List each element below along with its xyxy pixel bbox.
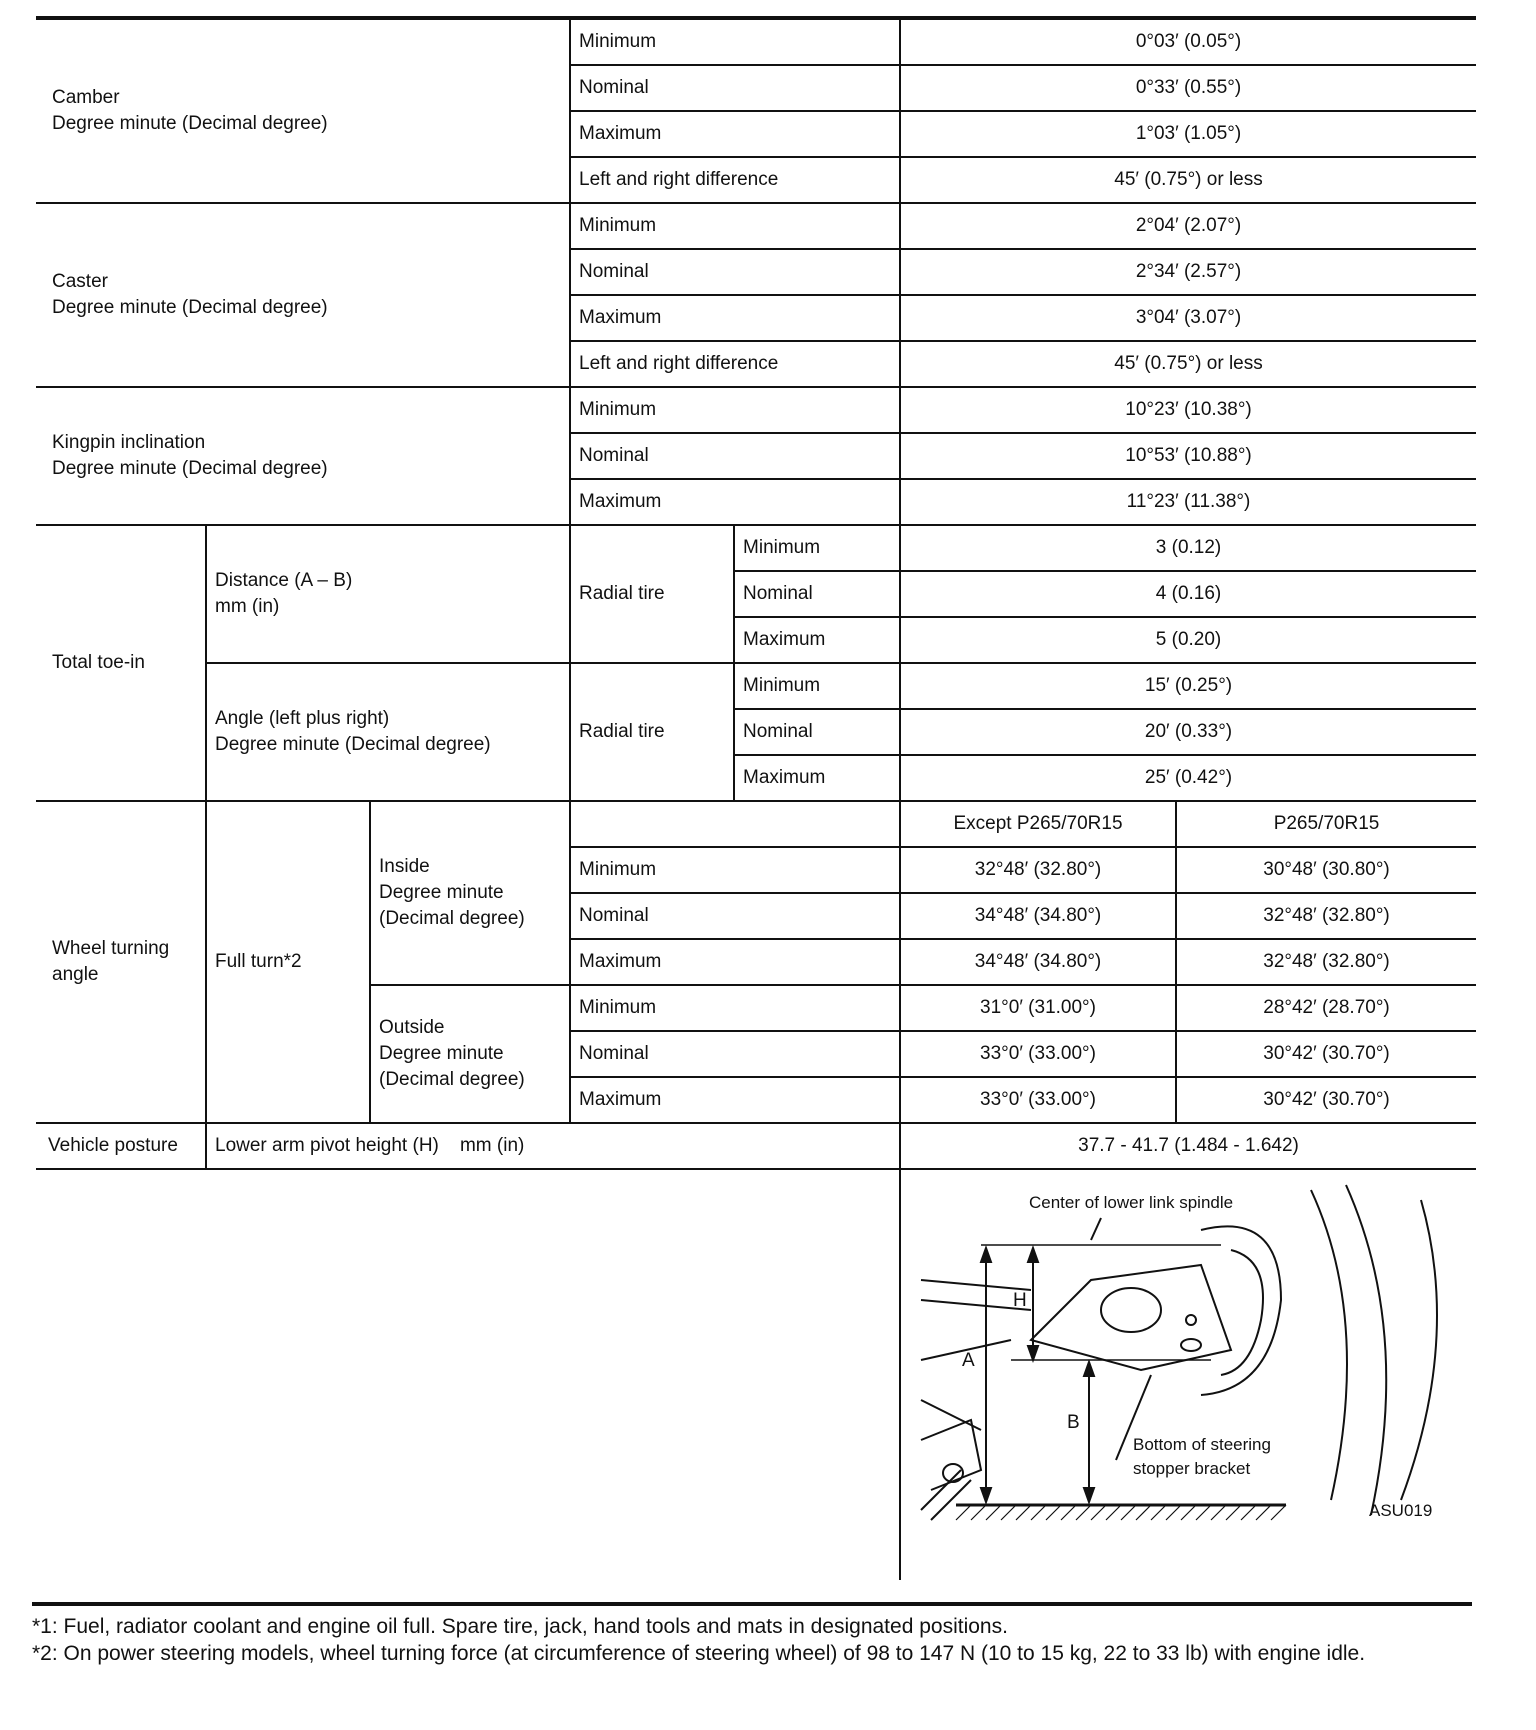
- toe-in-row: [36, 663, 1476, 709]
- kingpin-nominal-value: 10°53′ (10.88°): [900, 433, 1476, 479]
- caster-label: Caster Degree minute (Decimal degree): [36, 203, 570, 387]
- tire-arc-mid: [1346, 1185, 1386, 1515]
- toe-angle-nominal-value: 20′ (0.33°): [900, 709, 1476, 755]
- caster-row: [36, 203, 1476, 249]
- suspension-figure-cell: [900, 1169, 1476, 1580]
- camber-min-value: 0°03′ (0.05°): [900, 18, 1476, 65]
- toe-angle-label: Angle (left plus right) Degree minute (Decimal degree): [206, 663, 570, 801]
- toe-distance-max-value: 5 (0.20): [900, 617, 1476, 663]
- inside-max-label: Maximum: [570, 939, 900, 985]
- camber-nominal-value: 0°33′ (0.55°): [900, 65, 1476, 111]
- toe-angle-min-value: 15′ (0.25°): [900, 663, 1476, 709]
- toe-in-row: [36, 525, 1476, 571]
- figure-row: [36, 1169, 1476, 1580]
- outside-max-value-2: 30°42′ (30.70°): [1176, 1077, 1476, 1123]
- full-turn-label: Full turn*2: [206, 801, 370, 1123]
- inside-min-value-1: 32°48′ (32.80°): [900, 847, 1176, 893]
- toe-angle-max-label: Maximum: [734, 755, 900, 801]
- outside-min-value-2: 28°42′ (28.70°): [1176, 985, 1476, 1031]
- wheel-header-blank: [570, 801, 900, 847]
- ground-hatching: [956, 1505, 1286, 1520]
- camber-min-label: Minimum: [570, 18, 900, 65]
- inside-nominal-label: Nominal: [570, 893, 900, 939]
- camber-diff-label: Left and right difference: [570, 157, 900, 203]
- toe-angle-nominal-label: Nominal: [734, 709, 900, 755]
- kingpin-min-label: Minimum: [570, 387, 900, 433]
- col-header-p265: P265/70R15: [1176, 801, 1476, 847]
- kingpin-nominal-label: Nominal: [570, 433, 900, 479]
- spindle-leader: [1091, 1218, 1101, 1240]
- wheel-turning-label: Wheel turning angle: [36, 801, 206, 1123]
- kingpin-min-value: 10°23′ (10.38°): [900, 387, 1476, 433]
- inside-nominal-value-1: 34°48′ (34.80°): [900, 893, 1176, 939]
- toe-distance-tire: Radial tire: [570, 525, 734, 663]
- caster-nominal-label: Nominal: [570, 249, 900, 295]
- caster-diff-value: 45′ (0.75°) or less: [900, 341, 1476, 387]
- caption-center-lower-link-spindle: Center of lower link spindle: [1029, 1193, 1234, 1212]
- vehicle-posture-row: [36, 1123, 1476, 1169]
- caption-bottom-steering-2: stopper bracket: [1133, 1459, 1251, 1478]
- outside-max-value-1: 33°0′ (33.00°): [900, 1077, 1176, 1123]
- inside-min-value-2: 30°48′ (30.80°): [1176, 847, 1476, 893]
- inside-max-value-2: 32°48′ (32.80°): [1176, 939, 1476, 985]
- toe-distance-nominal-value: 4 (0.16): [900, 571, 1476, 617]
- figure-code: ASU019: [1369, 1501, 1433, 1520]
- tire-arc-inner: [1311, 1190, 1347, 1500]
- col-header-except: Except P265/70R15: [900, 801, 1176, 847]
- footnotes: [32, 1602, 1472, 1668]
- toe-distance-min-label: Minimum: [734, 525, 900, 571]
- pivot-height-value: 37.7 - 41.7 (1.484 - 1.642): [900, 1123, 1476, 1169]
- vehicle-posture-label: Vehicle posture: [36, 1123, 206, 1169]
- kingpin-row: [36, 387, 1476, 433]
- toe-in-label: Total toe-in: [36, 525, 206, 801]
- toe-distance-label: Distance (A – B) mm (in): [206, 525, 570, 663]
- kingpin-label: Kingpin inclination Degree minute (Decimal degree): [36, 387, 570, 525]
- tire-arc-outer: [1401, 1200, 1437, 1500]
- camber-max-label: Maximum: [570, 111, 900, 157]
- caster-nominal-value: 2°34′ (2.57°): [900, 249, 1476, 295]
- toe-angle-min-label: Minimum: [734, 663, 900, 709]
- outside-nominal-value-1: 33°0′ (33.00°): [900, 1031, 1176, 1077]
- camber-nominal-label: Nominal: [570, 65, 900, 111]
- caption-bottom-steering-1: Bottom of steering: [1133, 1435, 1271, 1454]
- outside-nominal-value-2: 30°42′ (30.70°): [1176, 1031, 1476, 1077]
- outside-max-label: Maximum: [570, 1077, 900, 1123]
- caster-max-value: 3°04′ (3.07°): [900, 295, 1476, 341]
- outside-min-label: Minimum: [570, 985, 900, 1031]
- label-h: H: [1013, 1290, 1027, 1311]
- label-a: A: [962, 1350, 975, 1371]
- toe-angle-max-value: 25′ (0.42°): [900, 755, 1476, 801]
- footnote-2: *2: On power steering models, wheel turning force (at circumference of steering wheel) of 98 to 147 N (10 to 15 kg, 22 to 33 lb) with engine idle.: [32, 1642, 1366, 1665]
- label-b: B: [1067, 1412, 1080, 1433]
- outside-label: Outside Degree minute (Decimal degree): [370, 985, 570, 1123]
- pivot-height-label: Lower arm pivot height (H) mm (in): [206, 1123, 900, 1169]
- caster-diff-label: Left and right difference: [570, 341, 900, 387]
- outside-nominal-label: Nominal: [570, 1031, 900, 1077]
- camber-label: Camber Degree minute (Decimal degree): [36, 18, 570, 203]
- kingpin-max-label: Maximum: [570, 479, 900, 525]
- outside-min-value-1: 31°0′ (31.00°): [900, 985, 1176, 1031]
- toe-distance-min-value: 3 (0.12): [900, 525, 1476, 571]
- alignment-spec-table: [36, 16, 1476, 1580]
- figure-blank-cell: [36, 1169, 900, 1580]
- suspension-diagram: [901, 1170, 1477, 1580]
- camber-row: [36, 18, 1476, 65]
- inside-min-label: Minimum: [570, 847, 900, 893]
- caster-max-label: Maximum: [570, 295, 900, 341]
- camber-max-value: 1°03′ (1.05°): [900, 111, 1476, 157]
- toe-angle-tire: Radial tire: [570, 663, 734, 801]
- toe-distance-max-label: Maximum: [734, 617, 900, 663]
- inside-max-value-1: 34°48′ (34.80°): [900, 939, 1176, 985]
- footnote-1: *1: Fuel, radiator coolant and engine oil full. Spare tire, jack, hand tools and mats in designated positions.: [32, 1615, 1008, 1638]
- inside-label: Inside Degree minute (Decimal degree): [370, 801, 570, 985]
- caster-min-value: 2°04′ (2.07°): [900, 203, 1476, 249]
- kingpin-max-value: 11°23′ (11.38°): [900, 479, 1476, 525]
- caster-min-label: Minimum: [570, 203, 900, 249]
- inside-nominal-value-2: 32°48′ (32.80°): [1176, 893, 1476, 939]
- wheel-turning-row: [36, 801, 1476, 847]
- camber-diff-value: 45′ (0.75°) or less: [900, 157, 1476, 203]
- toe-distance-nominal-label: Nominal: [734, 571, 900, 617]
